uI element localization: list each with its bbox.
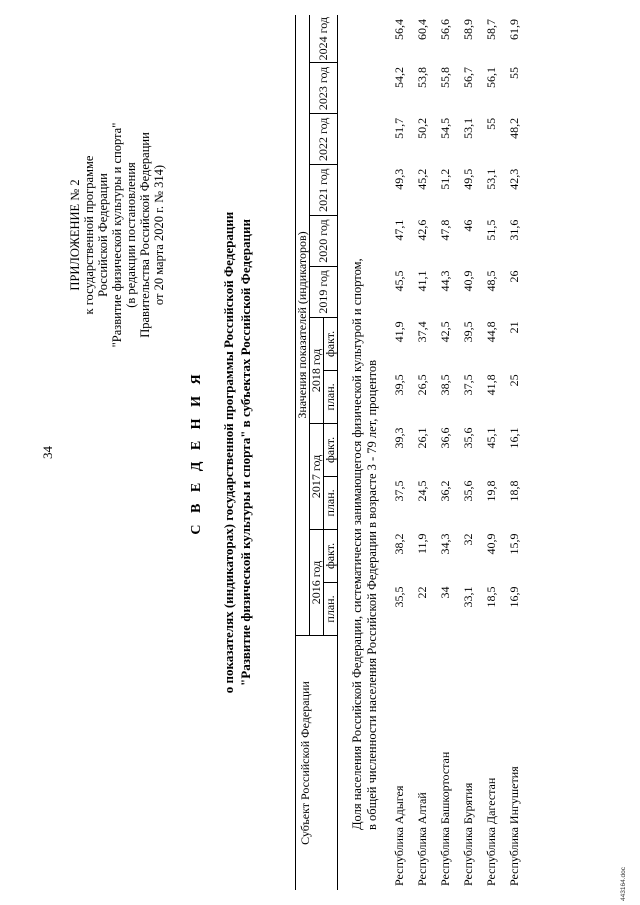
year-header-2019: 2019 год: [310, 267, 338, 318]
indicator-value: 55: [507, 66, 521, 79]
indicator-value: 53,8: [415, 66, 429, 88]
indicator-value: 36,2: [438, 480, 452, 502]
document-id: 443164.doc: [620, 867, 627, 901]
indicator-value: 39,5: [392, 374, 406, 396]
indicator-value: 41,9: [392, 321, 406, 343]
indicator-value: 53,1: [461, 117, 475, 139]
indicator-value: 37,5: [392, 480, 406, 502]
indicator-value: 26: [507, 270, 521, 283]
indicator-value: 39,5: [461, 321, 475, 343]
region-name: Республика Алтай: [415, 792, 429, 886]
year-header-2017: 2017 год: [310, 423, 324, 529]
indicators-table: [295, 15, 526, 890]
subject-header: Субъект Российской Федерации: [296, 636, 338, 891]
indicator-value: 38,2: [392, 533, 406, 555]
indicator-value: 35,6: [461, 480, 475, 502]
indicator-value: 53,1: [484, 168, 498, 190]
indicator-value: 56,4: [392, 19, 406, 40]
indicator-value: 42,3: [507, 168, 521, 190]
year-header-2023: 2023 год: [310, 63, 338, 114]
plan-header-2016: план.: [324, 582, 338, 635]
fact-header-2017: факт.: [324, 423, 338, 476]
indicator-value: 37,4: [415, 321, 429, 343]
indicator-value: 24,5: [415, 480, 429, 502]
indicator-value: 58,9: [461, 19, 475, 40]
indicator-value: 47,1: [392, 219, 406, 241]
indicator-value: 61,9: [507, 19, 521, 40]
indicator-value: 51,2: [438, 168, 452, 190]
indicator-value: 37,5: [461, 374, 475, 396]
indicator-value: 55: [484, 117, 498, 130]
indicator-value: 34: [438, 586, 452, 599]
indicator-value: 56,6: [438, 19, 452, 40]
indicator-value: 45,1: [484, 427, 498, 449]
indicator-value: 51,5: [484, 219, 498, 241]
region-name: Республика Ингушетия: [507, 766, 521, 886]
table-row: [434, 15, 457, 890]
indicator-value: 60,4: [415, 19, 429, 40]
indicator-value: 15,9: [507, 533, 521, 555]
indicator-value: 42,6: [415, 219, 429, 241]
indicator-value: 48,2: [507, 117, 521, 139]
table-row: [503, 15, 526, 890]
year-header-2022: 2022 год: [310, 114, 338, 165]
year-header-2021: 2021 год: [310, 165, 338, 216]
fact-header-2018: факт.: [324, 317, 338, 370]
indicator-value: 32: [461, 533, 475, 546]
indicator-value: 56,1: [484, 66, 498, 88]
indicator-value: 22: [415, 586, 429, 599]
indicator-value: 47,8: [438, 219, 452, 241]
year-header-2020: 2020 год: [310, 216, 338, 267]
indicator-value: 35,6: [461, 427, 475, 449]
section-heading: Доля населения Российской Федерации, систематически занимающегося физической культурой и спортом, в общей численности населения Российской Федерации в возрасте 3 - 79 лет, процентов: [350, 258, 379, 830]
indicator-value: 54,5: [438, 117, 452, 139]
indicator-value: 33,1: [461, 586, 475, 608]
indicator-value: 41,1: [415, 270, 429, 292]
indicator-value: 16,9: [507, 586, 521, 608]
indicator-value: 44,8: [484, 321, 498, 343]
indicator-value: 48,5: [484, 270, 498, 292]
region-name: Республика Дагестан: [484, 777, 498, 886]
indicator-value: 41,8: [484, 374, 498, 396]
page-number: 34: [40, 446, 55, 459]
table-row: [411, 15, 434, 890]
region-name: Республика Адыгея: [392, 785, 406, 886]
plan-header-2018: план.: [324, 370, 338, 423]
indicator-value: 31,6: [507, 219, 521, 241]
indicator-value: 26,5: [415, 374, 429, 396]
indicator-value: 45,2: [415, 168, 429, 190]
indicator-value: 44,3: [438, 270, 452, 292]
appendix-header: ПРИЛОЖЕНИЕ № 2 к государственной программе Российской Федерации "Развитие физической культуры и спорта" (в редакции постановления Правительства Российской Федерации от 20 марта 2020 г. № 314): [68, 122, 166, 348]
year-header-2024: 2024 год: [310, 15, 338, 63]
indicator-value: 42,5: [438, 321, 452, 343]
indicator-value: 58,7: [484, 19, 498, 40]
indicator-value: 34,3: [438, 533, 452, 555]
indicator-value: 56,7: [461, 66, 475, 88]
document-subtitle: о показателях (индикаторах) государственной программы Российской Федерации "Развитие физической культуры и спорта" в субъектах Российской Федерации: [221, 211, 253, 694]
indicator-value: 49,5: [461, 168, 475, 190]
indicator-value: 38,5: [438, 374, 452, 396]
indicator-value: 18,5: [484, 586, 498, 608]
indicator-value: 36,6: [438, 427, 452, 449]
indicator-value: 39,3: [392, 427, 406, 449]
table-row: [480, 15, 503, 890]
values-header: Значения показателей (индикаторов): [296, 15, 310, 636]
indicator-value: 16,1: [507, 427, 521, 449]
plan-header-2017: план.: [324, 476, 338, 529]
indicator-value: 49,3: [392, 168, 406, 190]
region-name: Республика Бурятия: [461, 782, 475, 886]
indicator-value: 21: [507, 321, 521, 334]
indicator-value: 11,9: [415, 533, 429, 555]
table-row: [388, 15, 411, 890]
indicator-value: 26,1: [415, 427, 429, 449]
year-header-2016: 2016 год: [310, 529, 324, 635]
indicator-value: 40,9: [484, 533, 498, 555]
indicator-value: 54,2: [392, 66, 406, 88]
indicator-value: 40,9: [461, 270, 475, 292]
indicator-value: 35,5: [392, 586, 406, 608]
indicator-value: 18,8: [507, 480, 521, 502]
indicator-value: 46: [461, 219, 475, 232]
indicator-value: 55,8: [438, 66, 452, 88]
indicator-value: 45,5: [392, 270, 406, 292]
fact-header-2016: факт.: [324, 529, 338, 582]
year-header-2018: 2018 год: [310, 317, 324, 423]
document-title: С В Е Д Е Н И Я: [189, 370, 204, 535]
indicator-value: 51,7: [392, 117, 406, 139]
indicator-value: 50,2: [415, 117, 429, 139]
indicator-value: 25: [507, 374, 521, 387]
region-name: Республика Башкортостан: [438, 751, 452, 886]
table-row: [457, 15, 480, 890]
indicator-value: 19,8: [484, 480, 498, 502]
